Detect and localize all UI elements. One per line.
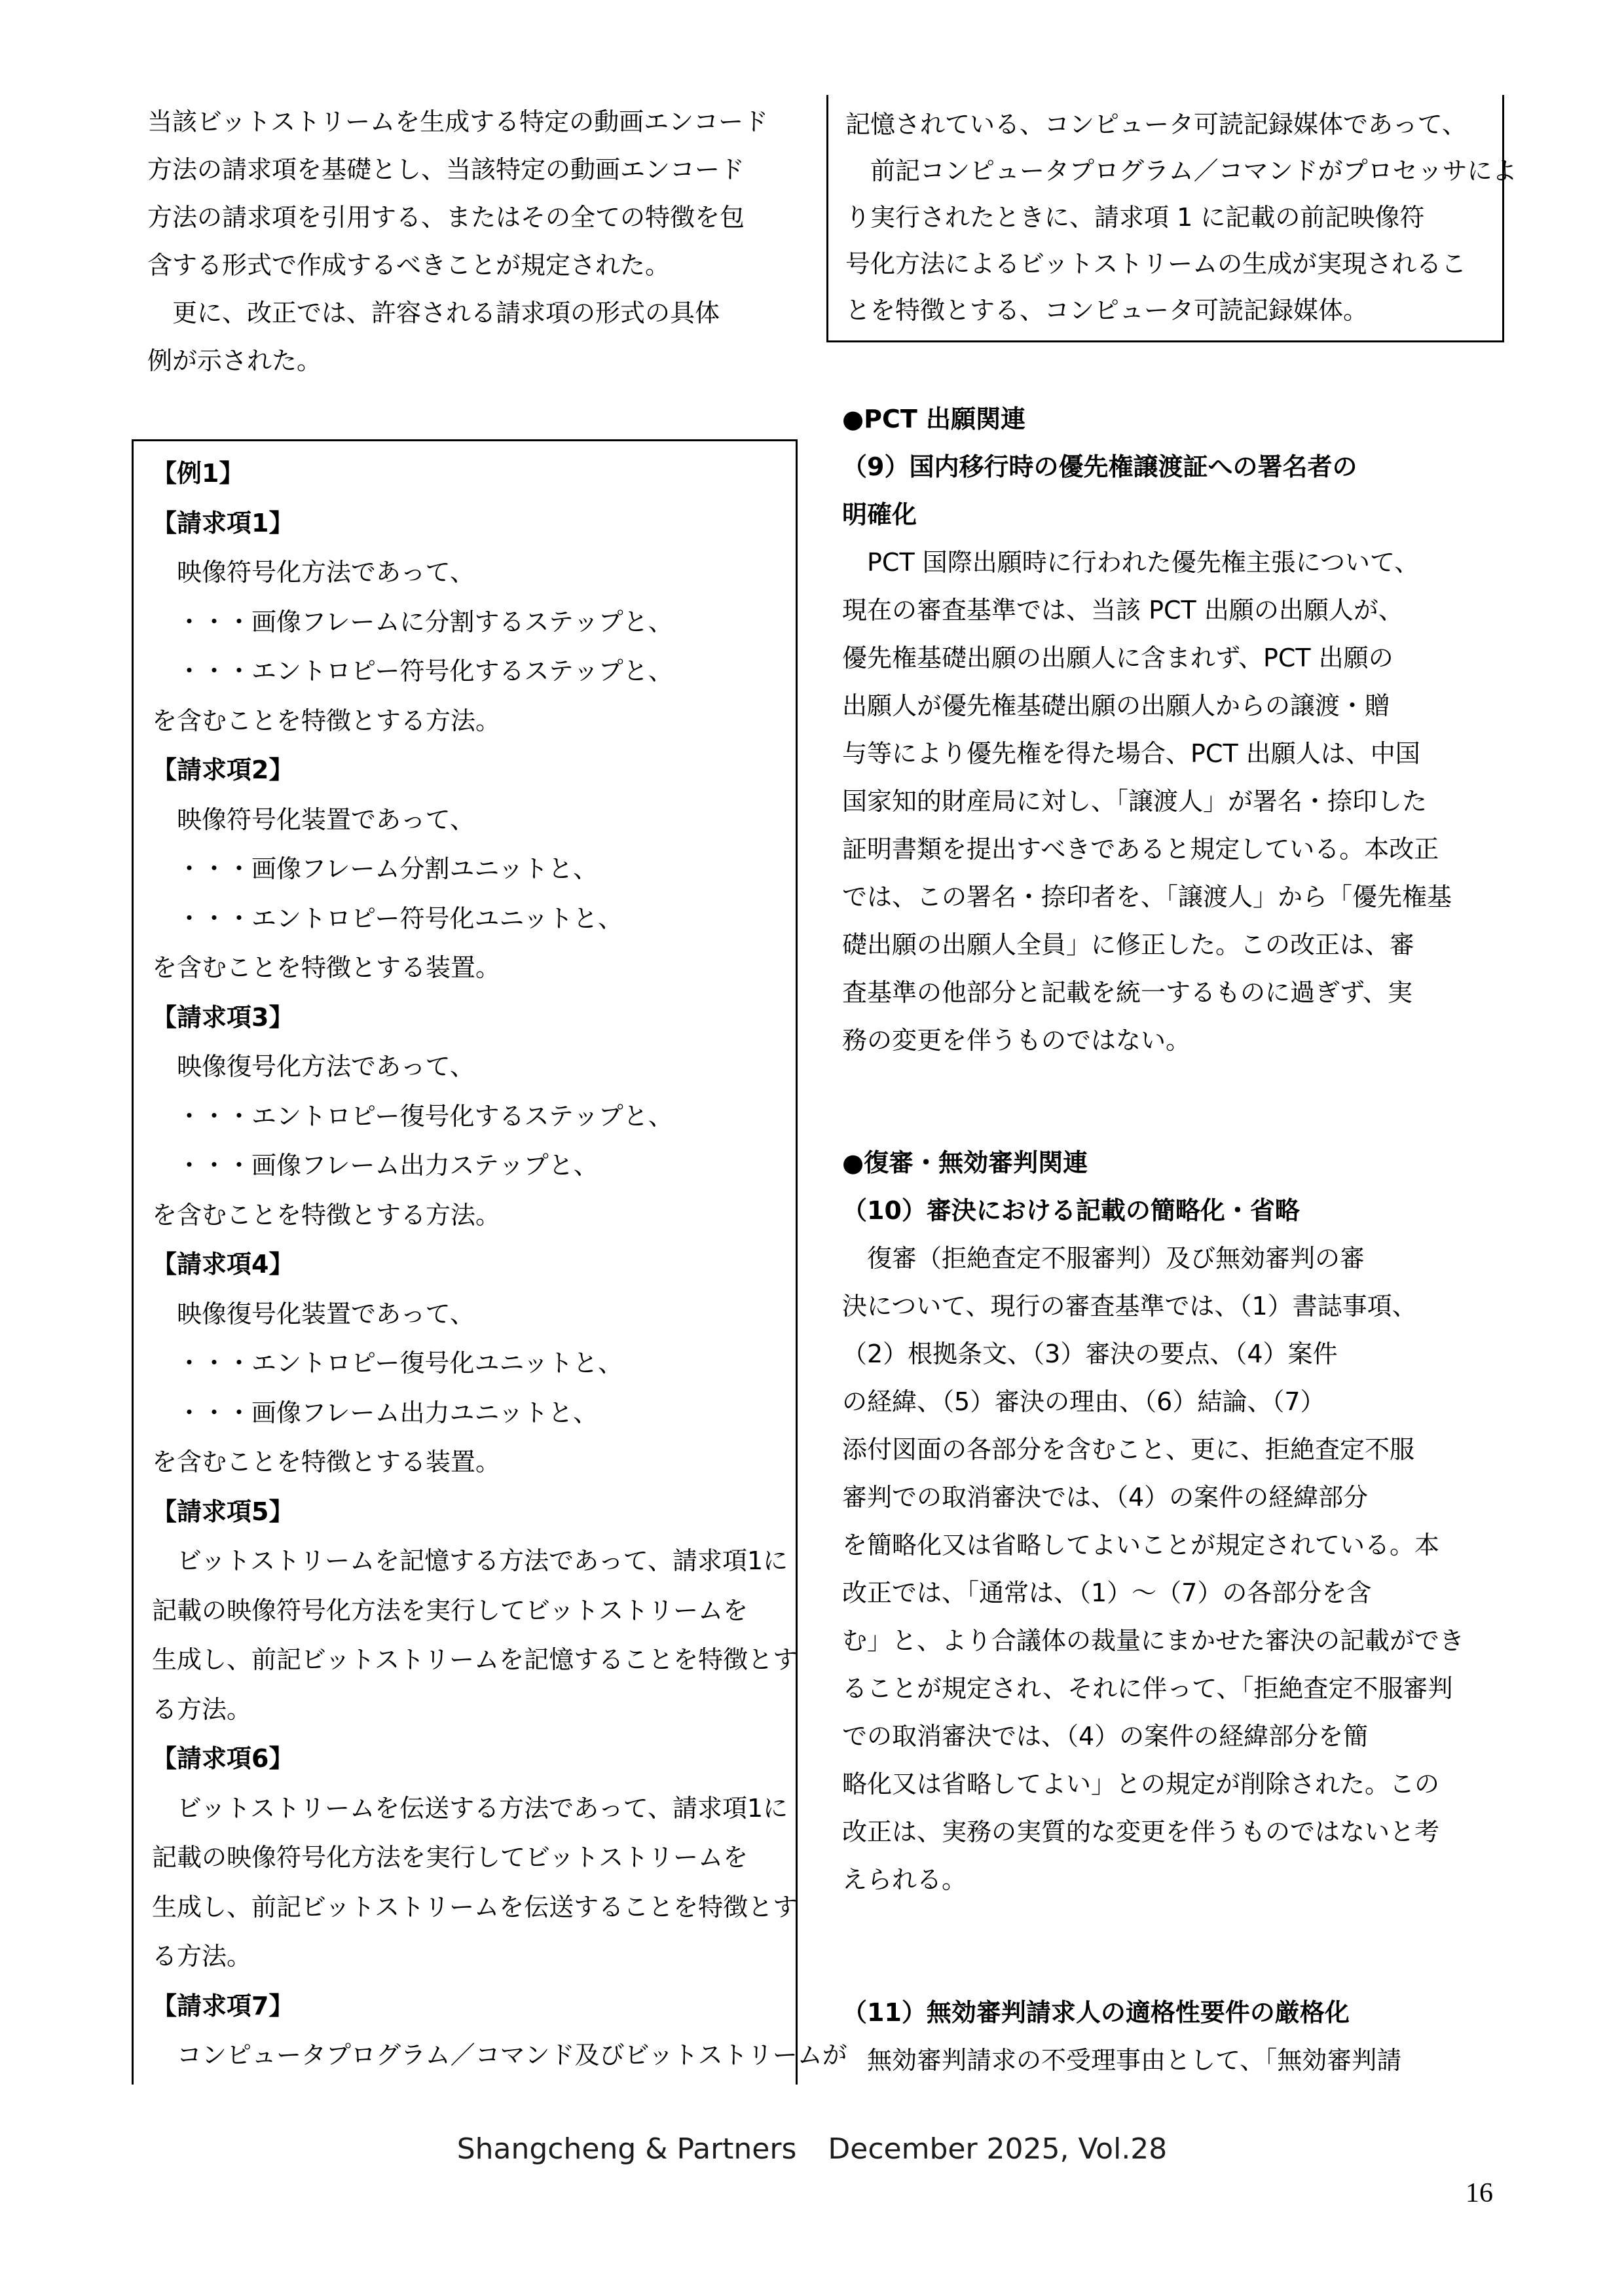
text-line: （10）審決における記載の簡略化・省略 [842,1196,1300,1225]
text-line: 【例1】 [152,459,244,488]
text-line: 無効審判請求の不受理事由として、「無効審判請 [842,2046,1402,2075]
section-pct-heading [842,395,1507,539]
text-line: る方法。 [152,1942,252,1971]
text-line: り実行されたときに、請求項 1 に記載の前記映像符 [845,203,1425,232]
text-line: 礎出願の出願人全員」に修正した。この改正は、審 [842,930,1415,959]
text-line: ・・・画像フレーム分割ユニットと、 [152,854,598,883]
text-line: 決について、現行の審査基準では、（1）書誌事項、 [842,1292,1417,1321]
text-line: 【請求項4】 [152,1250,294,1279]
text-line: 改正では、「通常は、（1）～（7）の各部分を含 [842,1578,1372,1607]
text-line: 【請求項5】 [152,1497,294,1526]
text-line: コンピュータプログラム／コマンド及びビットストリームが [152,2041,847,2069]
text-line: ●復審・無効審判関連 [842,1148,1088,1177]
text-line: 【請求項2】 [152,756,294,784]
text-line: ビットストリームを記憶する方法であって、請求項1に [152,1546,788,1575]
text-line: 当該ビットストリームを生成する特定の動画エンコード [147,107,769,136]
text-line: 改正は、実務の実質的な変更を伴うものではないと考 [842,1817,1440,1846]
text-line: 映像復号化装置であって、 [152,1299,475,1328]
text-line: 審判での取消審決では、（4）の案件の経緯部分 [842,1483,1369,1512]
text-line: 証明書類を提出すべきであると規定している。本改正 [842,835,1439,864]
claims-example-box-text [152,449,847,2081]
text-line: 記載の映像符号化方法を実行してビットストリームを [152,1843,748,1872]
text-line: 与等により優先権を得た場合、PCT 出願人は、中国 [842,739,1420,768]
section-pct [842,395,1507,1065]
section-invalidation [842,1989,1507,2085]
text-line: を含むことを特徴とする方法。 [152,1200,501,1230]
text-line: 添付図面の各部分を含むこと、更に、拒絶査定不服 [842,1435,1415,1464]
text-line: ・・・エントロピー復号化ユニットと、 [152,1349,623,1377]
text-line: 【請求項6】 [152,1744,294,1773]
text-line: ・・・エントロピー符号化ユニットと、 [152,903,623,933]
text-line: 優先権基礎出願の出願人に含まれず、PCT 出願の [842,644,1393,672]
text-line: （9）国内移行時の優先権譲渡証への署名者の [842,452,1357,481]
text-line: む」と、より合議体の裁量にまかせた審決の記載ができ [842,1626,1465,1655]
text-line: ビットストリームを伝送する方法であって、請求項1に [152,1793,788,1823]
text-line: 方法の請求項を基礎とし、当該特定の動画エンコード [147,155,745,184]
text-line: 国家知的財産局に対し、「譲渡人」が署名・捺印した [842,787,1428,816]
text-line: とを特徴とする、コンピュータ可読記録媒体。 [845,296,1369,325]
text-line: 出願人が優先権基礎出願の出願人からの譲渡・贈 [842,691,1390,720]
text-line: 【請求項7】 [152,1991,294,2020]
text-line: 号化方法によるビットストリームの生成が実現されるこ [845,249,1467,278]
text-line: （11）無効審判請求人の適格性要件の厳格化 [842,1998,1350,2027]
text-line: 務の変更を伴うものではない。 [842,1026,1191,1055]
section-gap [842,1065,1507,1139]
section-gap [842,1904,1507,1989]
text-line: ・・・画像フレーム出力ステップと、 [152,1151,599,1180]
text-line: 生成し、前記ビットストリームを伝送することを特徴とす [152,1892,798,1922]
text-line: を含むことを特徴とする方法。 [152,706,501,735]
section-reexamination-body [842,1235,1507,1904]
text-line: では、この署名・捺印者を、「譲渡人」から「優先権基 [842,883,1452,911]
section-invalidation-body [842,2037,1507,2085]
text-line: を含むことを特徴とする装置。 [152,1448,501,1476]
text-line: PCT 国際出願時に行われた優先権主張について、 [842,548,1420,577]
text-line: 【請求項1】 [152,508,294,538]
continuation-paragraph [147,98,789,385]
section-reexamination [842,1139,1507,1904]
claims-example-box [132,439,847,2085]
text-line: を含むことを特徴とする装置。 [152,953,501,982]
text-line: 現在の審査基準では、当該 PCT 出願の出願人が、 [842,596,1403,625]
text-line: 記載の映像符号化方法を実行してビットストリームを [152,1595,748,1625]
text-line: ・・・画像フレーム出力ユニットと、 [152,1398,598,1427]
text-line: 映像符号化方法であって、 [152,558,475,587]
section-invalidation-heading [842,1989,1507,2037]
section-reexamination-heading [842,1139,1507,1235]
text-line: 復審（拒絶査定不服審判）及び無効審判の審 [842,1244,1365,1273]
text-line: ●PCT 出願関連 [842,405,1026,433]
footer-brand: Shangcheng & Partners [456,2132,797,2166]
text-line: ることが規定され、それに伴って、「拒絶査定不服審判 [842,1674,1453,1703]
text-line: る方法。 [152,1694,252,1724]
text-line: 含する形式で作成するべきことが規定された。 [147,251,671,280]
text-line: 記憶されている、コンピュータ可読記録媒体であって、 [845,110,1467,139]
text-line: 明確化 [842,500,917,529]
page-number: 16 [1466,2178,1493,2208]
text-line: 査基準の他部分と記載を統一するものに過ぎず、実 [842,978,1412,1007]
text-line: 方法の請求項を引用する、またはその全ての特徴を包 [147,203,745,232]
text-line: ・・・エントロピー符号化するステップと、 [152,657,673,685]
text-line: ・・・エントロピー復号化するステップと、 [152,1101,673,1131]
text-line: を簡略化又は省略してよいことが規定されている。本 [842,1531,1440,1559]
text-line: ・・・画像フレームに分割するステップと、 [152,607,673,636]
right-column-flow [842,395,1507,2085]
text-line: 例が示された。 [147,346,322,375]
claims-example-box-continuation [826,95,1517,342]
section-pct-body [842,539,1507,1065]
text-line: 映像符号化装置であって、 [152,805,475,834]
text-line: 映像復号化方法であって、 [152,1052,475,1081]
text-line: 前記コンピュータプログラム／コマンドがプロセッサによ [845,156,1517,185]
text-line: の経緯、（5）審決の理由、（6）結論、（7） [842,1387,1325,1416]
claims-example-box-continuation-text [845,101,1517,334]
text-line: （2）根拠条文、（3）審決の要点、（4）案件 [842,1339,1338,1368]
footer [0,2129,1624,2168]
text-line: 更に、改正では、許容される請求項の形式の具体 [147,299,720,327]
text-line: えられる。 [842,1865,967,1894]
text-line: での取消審決では、（4）の案件の経緯部分を簡 [842,1722,1369,1751]
text-line: 生成し、前記ビットストリームを記憶することを特徴とす [152,1645,798,1674]
text-line: 【請求項3】 [152,1002,294,1032]
footer-issue: December 2025, Vol.28 [828,2132,1168,2166]
text-line: 略化又は省略してよい」との規定が削除された。この [842,1770,1440,1798]
